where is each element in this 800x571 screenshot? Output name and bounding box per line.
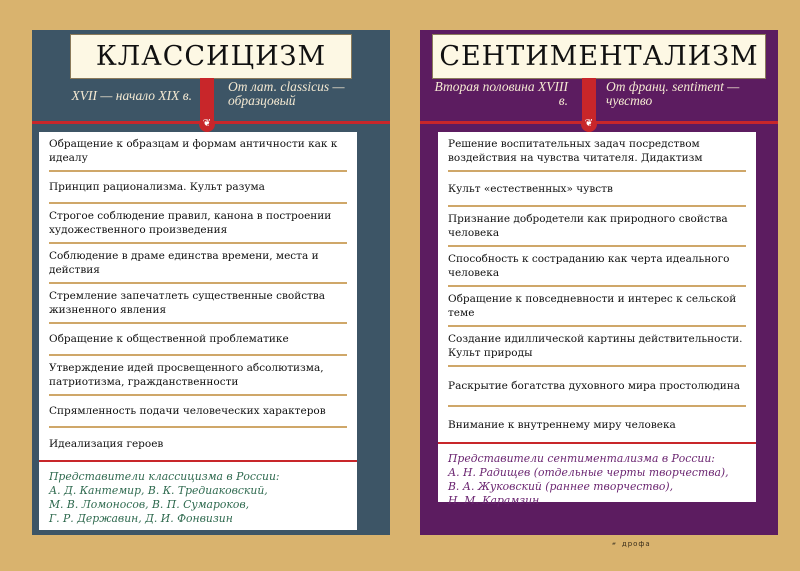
- list-item: Внимание к внутреннему миру человека: [448, 418, 676, 431]
- red-separator: [438, 442, 756, 444]
- sentimentalism-title: СЕНТИМЕНТАЛИЗМ: [432, 34, 766, 79]
- list-item: Соблюдение в драме единства времени, места и действия: [49, 244, 347, 284]
- classicism-representatives: [49, 470, 347, 526]
- list-item: Обращение к общественной проблематике: [49, 324, 347, 356]
- apple-emblem-icon: ❦: [581, 116, 597, 132]
- sentimentalism-etymology: От франц. sentiment — чувство: [606, 79, 740, 108]
- list-item: Создание идиллической картины действительности. Культ природы: [448, 327, 746, 367]
- list-item: Обращение к повседневности и интерес к сельской теме: [448, 287, 746, 327]
- list-item: Обращение к образцам и формам античности как к идеалу: [49, 132, 347, 172]
- classicism-card: [39, 132, 357, 530]
- list-item: Культ «естественных» чувств: [448, 172, 746, 207]
- representatives-line: А. Д. Кантемир, В. К. Тредиаковский,: [49, 484, 268, 497]
- sentimentalism-representatives: [448, 452, 746, 508]
- book-icon: ▰: [612, 541, 616, 547]
- classicism-period: XVII — начало XIX в.: [71, 88, 192, 103]
- representatives-line: М. В. Ломоносов, В. П. Сумароков,: [49, 498, 250, 511]
- classicism-features-list: [49, 132, 347, 460]
- list-item: Спрямленность подачи человеческих характеров: [49, 396, 347, 428]
- sentimentalism-card: [438, 132, 756, 507]
- sentimentalism-subheader: [420, 78, 778, 118]
- sentimentalism-poster: [420, 30, 778, 535]
- representatives-line: Н. М. Карамзин: [448, 494, 540, 507]
- classicism-etymology: От лат. classicus — образцовый: [228, 79, 345, 108]
- classicism-title: КЛАССИЦИЗМ: [70, 34, 352, 79]
- representatives-heading: Представители классицизма в России:: [49, 470, 280, 483]
- list-item: Утверждение идей просвещенного абсолютизма, патриотизма, гражданственности: [49, 356, 347, 396]
- red-separator: [39, 460, 357, 462]
- list-item: Решение воспитательных задач посредством воздействия на чувства читателя. Дидактизм: [448, 132, 746, 172]
- list-item: Идеализация героев: [49, 438, 164, 450]
- list-item: Способность к состраданию как черта идеального человека: [448, 247, 746, 287]
- list-item: Признание добродетели как природного свойства человека: [448, 207, 746, 247]
- classicism-poster: [32, 30, 390, 535]
- list-item: Принцип рационализма. Культ разума: [49, 172, 347, 204]
- red-divider-line: [420, 121, 778, 124]
- sentimentalism-features-list: [448, 132, 746, 442]
- sentimentalism-period: Вторая половина XVIII в.: [434, 79, 568, 108]
- representatives-heading: Представители сентиментализма в России:: [448, 452, 715, 465]
- representatives-line: В. А. Жуковский (раннее творчество),: [448, 480, 674, 493]
- representatives-line: Г. Р. Державин, Д. И. Фонвизин: [49, 512, 233, 525]
- publisher-imprint: [612, 537, 742, 551]
- apple-emblem-icon: ❦: [199, 116, 215, 132]
- representatives-line: А. Н. Радищев (отдельные черты творчества),: [448, 466, 729, 479]
- list-item: Раскрытие богатства духовного мира простолюдина: [448, 367, 746, 407]
- publisher-logo: дрофа: [621, 540, 651, 548]
- list-item: Стремление запечатлеть существенные свойства жизненного явления: [49, 284, 347, 324]
- list-item: Строгое соблюдение правил, канона в построении художественного произведения: [49, 204, 347, 244]
